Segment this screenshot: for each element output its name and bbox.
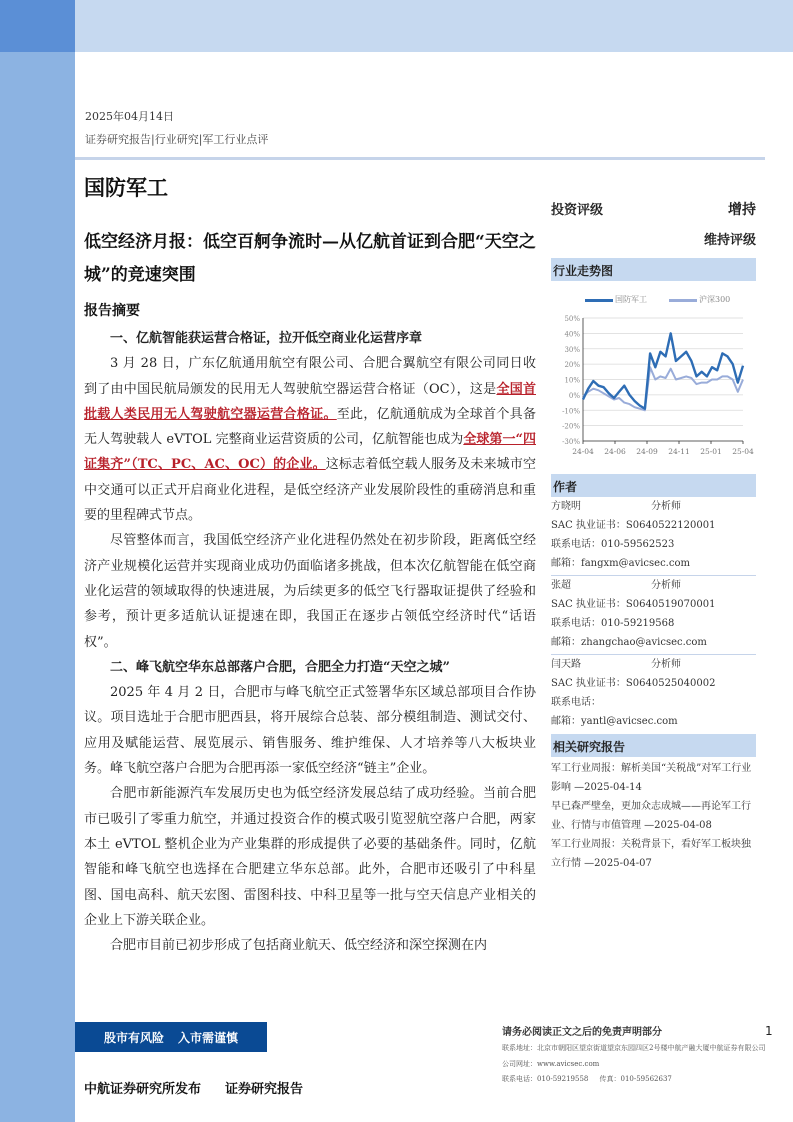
author-sac: SAC 执业证书：S0640522120001 <box>551 520 716 531</box>
contact-info <box>502 1041 772 1088</box>
paragraph-5: 合肥市目前已初步形成了包括商业航天、低空经济和深空探测在内 <box>110 938 488 954</box>
svg-text:24-06: 24-06 <box>604 447 626 456</box>
author-role: 分析师 <box>651 659 681 670</box>
trend-chart <box>551 284 756 464</box>
author-card <box>551 655 756 733</box>
legend-defense: 国防军工 <box>585 294 647 305</box>
paragraph-3: 2025 年 4 月 2 日，合肥市与峰飞航空正式签署华东区域总部项目合作协议。项目选址于合肥市肥西县，将开展综合总装、部分模组制造、测试交付、应用及赋能运营、展览展示、销售服务、维护维保、人才培养等八大板块业务。峰飞航空落户合肥为合肥再添一家低空经济“链主”企业。 <box>84 685 536 777</box>
svg-text:24-11: 24-11 <box>668 447 690 456</box>
investment-rating <box>551 199 756 219</box>
risk-text-1: 股市有风险 <box>103 1030 164 1045</box>
publisher <box>84 1078 303 1097</box>
line-chart <box>551 284 756 464</box>
series-line <box>583 367 743 410</box>
authors-section <box>551 474 756 733</box>
trend-section <box>551 258 756 281</box>
author-phone: 联系电话：010-59219568 <box>551 618 675 629</box>
report-type: 证券研究报告 <box>225 1082 304 1097</box>
author-role: 分析师 <box>651 501 681 512</box>
page-number: 1 <box>765 1024 773 1038</box>
sector-title: 国防军工 <box>84 175 168 200</box>
paragraph-text: 至此，亿航通航成为全球首个具备无人驾驶载人 eVTOL 完整商业运营资质的公司，亿航智能也成为 <box>84 406 536 448</box>
author-email: 邮箱：yantl@avicsec.com <box>551 716 678 727</box>
legend-csi300: 沪深300 <box>669 294 730 305</box>
paragraph-4: 合肥市新能源汽车发展历史也为低空经济发展总结了成功经验。当前合肥市已吸引了零重力航空，并通过投资合作的模式吸引览翌航空落户合肥，两家本土 eVTOL 整机企业为产业集群的形成提供了必要的基础条件。同时，亿航智能和峰飞航空也选择在合肥建立华东总部。此外，合肥市还吸引了中科星图、国电高科、航天宏图、雷图科技、中科卫星等一批与空天信息产业相关的企业上下游关联企业。 <box>84 786 536 928</box>
phone-fax: 联系电话：010-59219558 传真：010-59562637 <box>502 1075 672 1083</box>
highlight-text: 全球第一“四证集齐”（TC、PC、AC、OC）的企业。 <box>84 432 536 473</box>
paragraph-2: 尽管整体而言，我国低空经济产业化进程仍然处在初步阶段，距离低空经济产业规模化运营并实现商业成功仍面临诸多挑战，但本次亿航智能在低空商业化运营的领域取得的快速进展，为后续更多的低空飞行器取证提供了经验和参考，预计更多适航认证提速在即，我国正在逐步占领低空经济时代“话语权”。 <box>84 533 536 650</box>
svg-text:20%: 20% <box>564 361 580 370</box>
svg-text:50%: 50% <box>564 315 580 323</box>
series-line <box>583 333 743 408</box>
left-margin-strip <box>0 52 75 1122</box>
author-email: 邮箱：zhangchao@avicsec.com <box>551 637 707 648</box>
header-divider <box>75 157 765 160</box>
paragraph-text: 这标志着低空载人服务及未来城市空中交通可以正式开启商业化进程，是低空经济产业发展阶段性的重磅消息和重要的里程碑式节点。 <box>84 457 536 524</box>
section-2-heading: 二、峰飞航空华东总部落户合肥，合肥全力打造“天空之城” <box>110 659 450 675</box>
header-band <box>75 0 793 52</box>
svg-text:-10%: -10% <box>562 407 580 416</box>
svg-text:-30%: -30% <box>562 438 580 446</box>
rating-value: 增持 <box>728 202 756 218</box>
rating-label: 投资评级 <box>551 203 604 218</box>
svg-text:25-01: 25-01 <box>700 447 722 456</box>
svg-text:0%: 0% <box>568 391 580 400</box>
svg-text:30%: 30% <box>564 345 580 354</box>
related-heading: 相关研究报告 <box>551 734 756 757</box>
highlight-text: 全国首批载人类民用无人驾驶航空器运营合格证。 <box>84 381 536 422</box>
author-name: 方晓明 <box>551 501 581 512</box>
svg-text:24-09: 24-09 <box>636 447 658 456</box>
author-email: 邮箱：fangxm@avicsec.com <box>551 558 690 569</box>
related-section <box>551 734 756 873</box>
authors-heading: 作者 <box>551 474 756 497</box>
svg-text:24-04: 24-04 <box>572 447 594 456</box>
paragraph-text: 3 月 28 日，广东亿航通用航空有限公司、合肥合翼航空有限公司同日收到了由中国民航局颁发的民用无人驾驶航空器运营合格证（OC），这是 <box>84 356 536 397</box>
trend-heading: 行业走势图 <box>551 258 756 281</box>
risk-text-2: 入市需谨慎 <box>178 1030 239 1045</box>
website: 公司网址：www.avicsec.com <box>502 1059 600 1068</box>
svg-text:-20%: -20% <box>562 422 580 431</box>
report-date: 2025年04月14日 <box>85 110 174 123</box>
section-1-heading: 一、亿航智能获运营合格证，拉开低空商业化运营序章 <box>110 331 423 346</box>
related-report-link[interactable]: 早已森严壁垒，更加众志成城——再论军工行业、行情与市值管理 —2025-04-08 <box>551 801 751 831</box>
publisher-name: 中航证券研究所发布 <box>84 1082 202 1097</box>
risk-banner <box>75 1022 267 1052</box>
related-report-link[interactable]: 军工行业周报：解析美国“关税战”对军工行业影响 —2025-04-14 <box>551 763 752 793</box>
report-title: 低空经济月报：低空百舸争流时—从亿航首证到合肥“天空之城”的竞速突围 <box>84 232 536 285</box>
author-phone: 联系电话： <box>551 697 601 708</box>
author-role: 分析师 <box>651 580 681 591</box>
svg-text:25-04: 25-04 <box>732 447 754 456</box>
svg-text:40%: 40% <box>564 330 580 339</box>
author-card <box>551 576 756 655</box>
author-card <box>551 497 756 576</box>
author-name: 张超 <box>551 580 571 591</box>
related-report-link[interactable]: 军工行业周报：关税背景下，看好军工板块独立行情 —2025-04-07 <box>551 839 751 869</box>
svg-text:10%: 10% <box>564 376 580 385</box>
author-phone: 联系电话：010-59562523 <box>551 539 675 550</box>
rating-status: 维持评级 <box>703 233 756 248</box>
author-sac: SAC 执业证书：S0640525040002 <box>551 678 716 689</box>
header-accent-block <box>0 0 75 52</box>
breadcrumb: 证券研究报告|行业研究|军工行业点评 <box>85 133 269 146</box>
author-sac: SAC 执业证书：S0640519070001 <box>551 599 716 610</box>
address: 联系地址：北京市朝阳区望京街道望京东园四区2号楼中航产融大厦中航证券有限公司 <box>502 1044 766 1052</box>
author-name: 闫天路 <box>551 659 581 670</box>
report-body <box>84 326 536 958</box>
paragraph-1 <box>84 351 536 528</box>
summary-heading: 报告摘要 <box>84 303 140 319</box>
disclaimer-notice: 请务必阅读正文之后的免责声明部分 <box>502 1027 662 1038</box>
